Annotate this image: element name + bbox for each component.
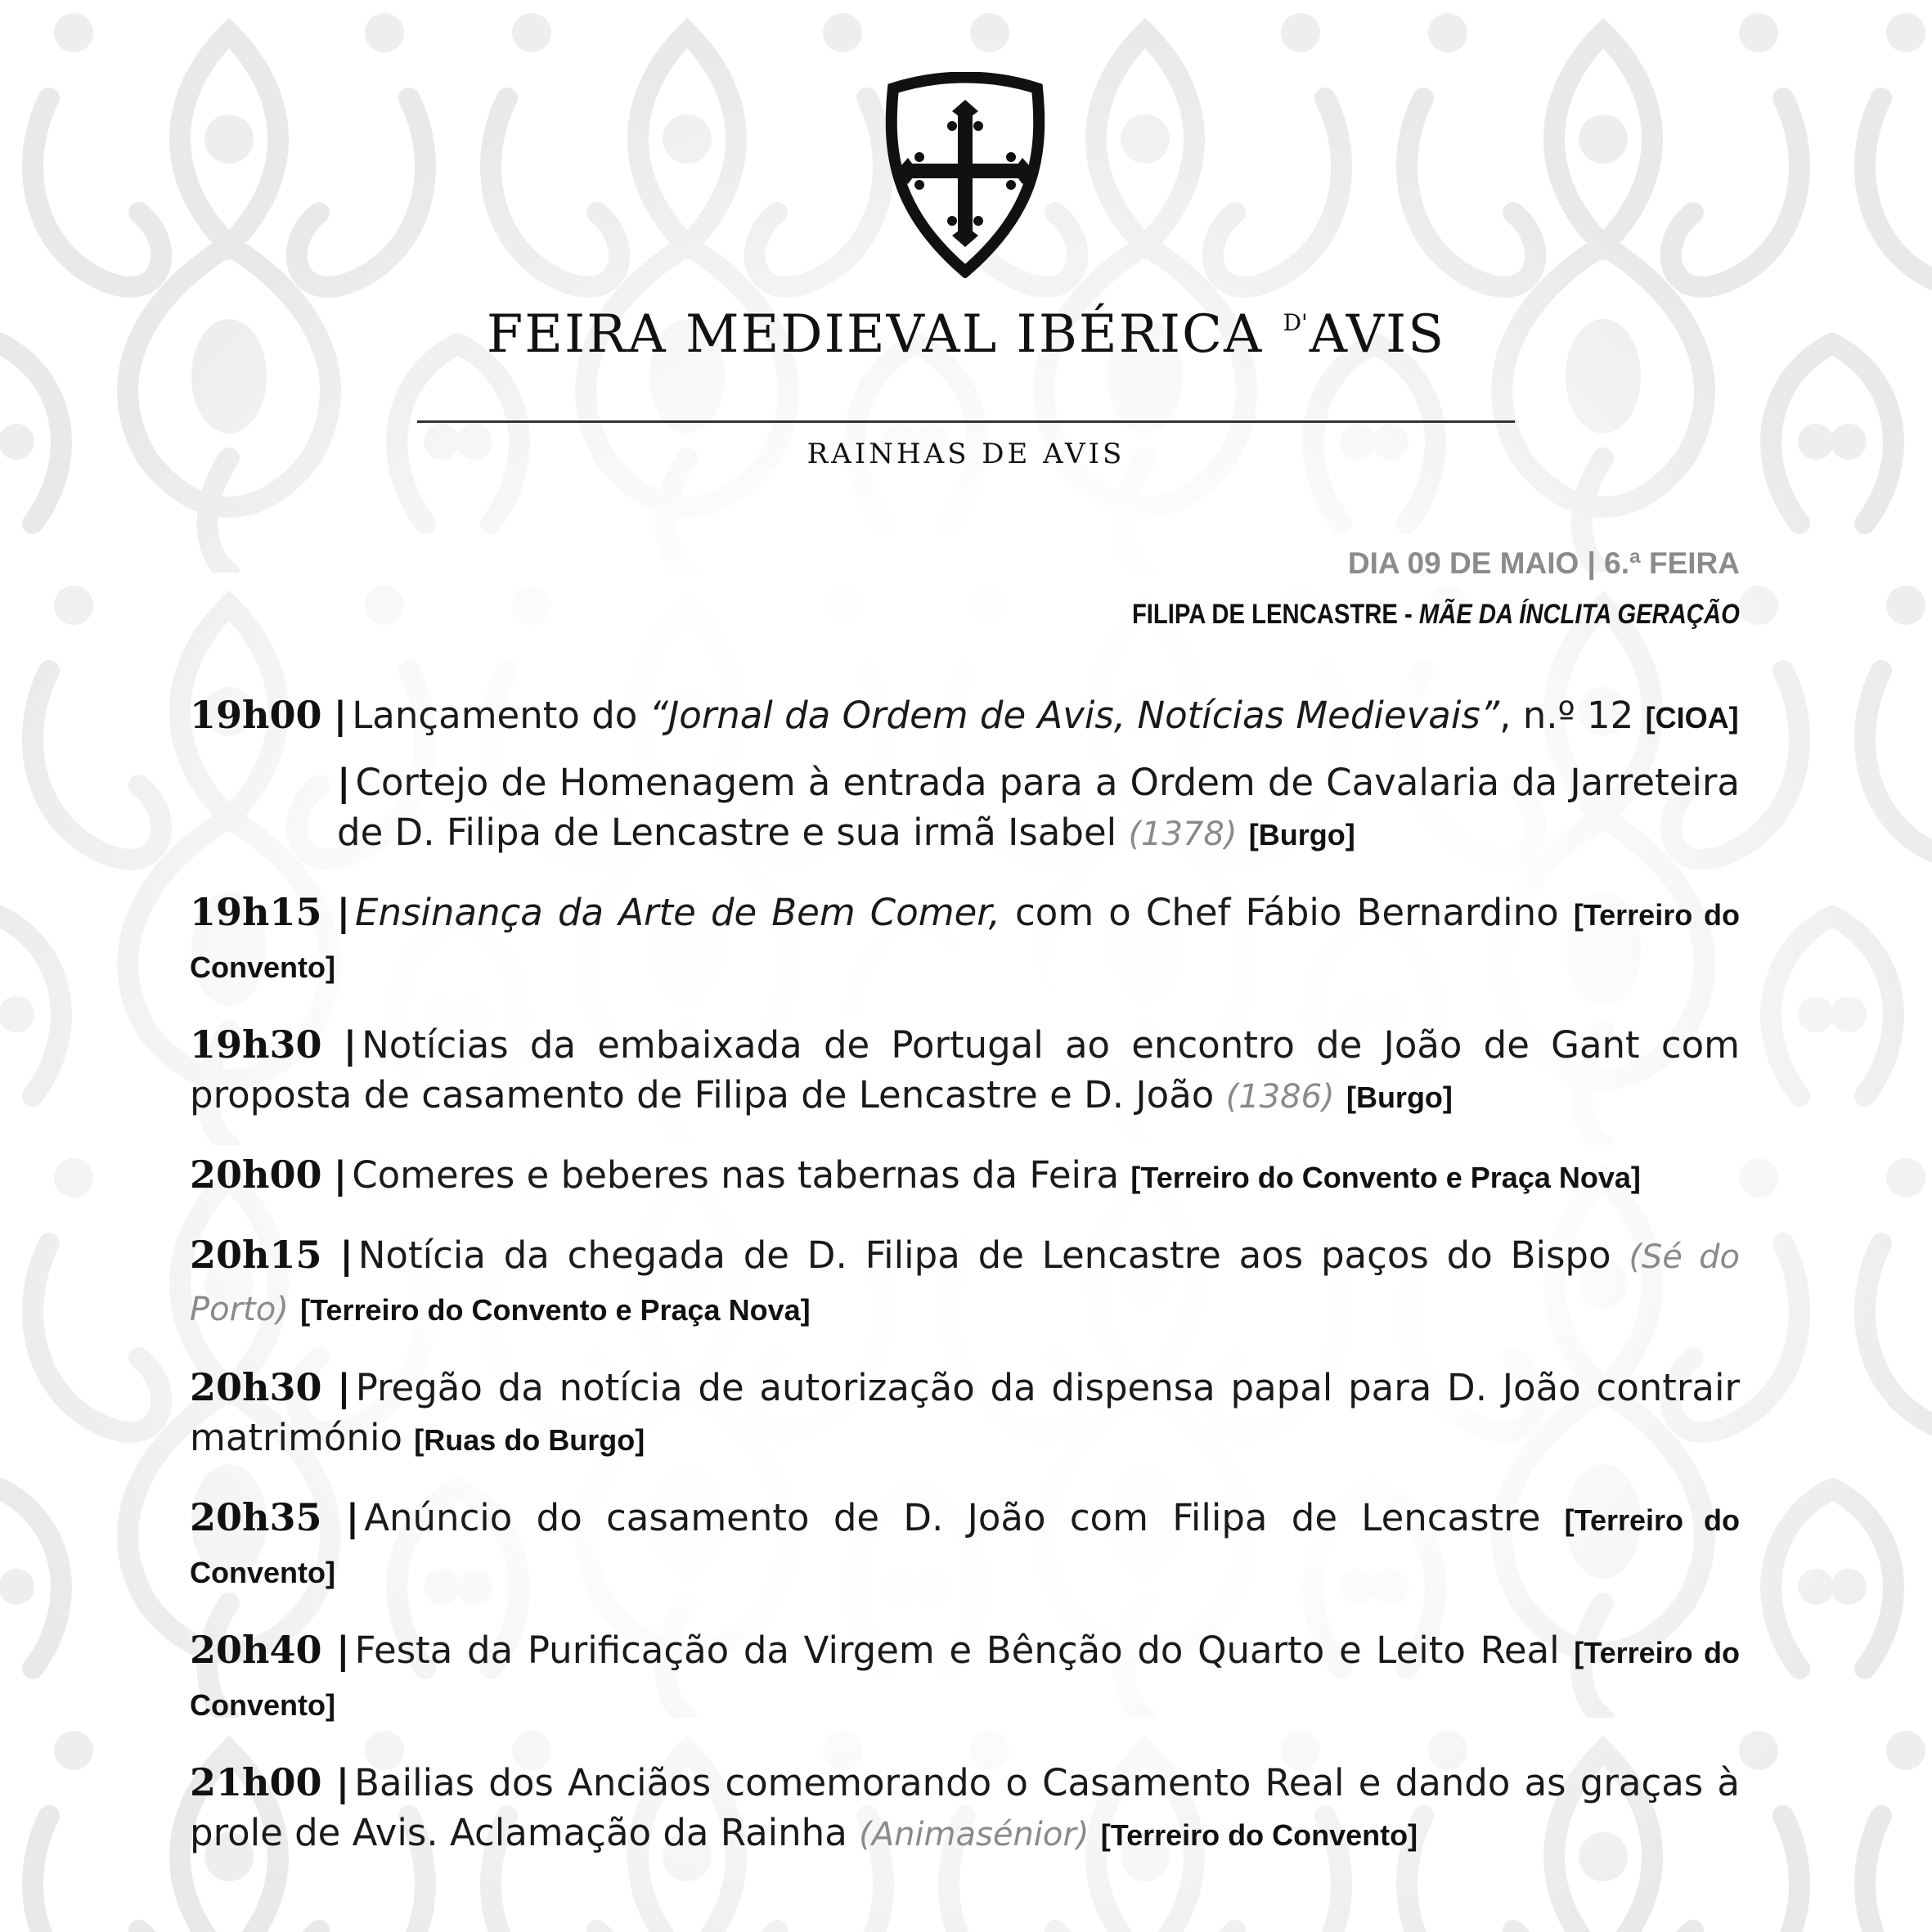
- separator: |: [337, 1366, 351, 1409]
- event-location: [Terreiro do Convento]: [190, 898, 1740, 984]
- event-location: [Terreiro do Convento e Praça Nova]: [300, 1293, 811, 1327]
- event-location: [Terreiro do Convento]: [1100, 1818, 1418, 1852]
- event-time: 20h15: [190, 1233, 322, 1277]
- event-text: Notícia da chegada de D. Filipa de Lencastre aos paços do Bispo: [357, 1233, 1629, 1277]
- event-time: 21h00: [190, 1760, 322, 1804]
- event-text: , n.º 12: [1499, 694, 1646, 737]
- day-date: DIA 09 DE MAIO | 6.ª FEIRA: [1347, 546, 1740, 580]
- event-location: [Terreiro do Convento e Praça Nova]: [1130, 1161, 1641, 1194]
- title-avis: AVIS: [1309, 304, 1446, 365]
- event-note: (Sé do Porto): [190, 1238, 1741, 1328]
- event-note: (Animasénior): [859, 1816, 1090, 1853]
- schedule-item: [190, 1230, 1740, 1335]
- separator: |: [343, 1023, 357, 1067]
- event-time: 19h00: [190, 693, 322, 737]
- separator: |: [336, 1629, 350, 1672]
- title-main: FEIRA MEDIEVAL IBÉRICA: [486, 304, 1264, 365]
- event-time: 20h30: [190, 1365, 322, 1409]
- schedule-item: [190, 1625, 1740, 1730]
- event-location: [Terreiro do Convento]: [190, 1503, 1741, 1589]
- event-location: [Burgo]: [1248, 818, 1355, 851]
- theme-epithet: MÃE DA ÍNCLITA GERAÇÃO: [1418, 599, 1740, 630]
- event-time: 20h40: [190, 1628, 322, 1672]
- schedule-item: [190, 1363, 1740, 1465]
- event-time: 20h35: [190, 1495, 322, 1539]
- day-theme: [1132, 599, 1740, 631]
- schedule-item: [190, 1758, 1740, 1860]
- event-title: “Jornal da Ordem de Avis, Notícias Medievais”: [649, 694, 1500, 737]
- event-time: 19h30: [190, 1022, 322, 1067]
- schedule-item: [190, 1020, 1740, 1122]
- event-location: [Terreiro do Convento]: [190, 1636, 1740, 1722]
- event-text: Comeres e beberes nas tabernas da Feira: [352, 1153, 1131, 1197]
- shield-cross-icon: [882, 72, 1049, 278]
- event-note: (1386): [1225, 1078, 1335, 1116]
- event-title: Ensinança da Arte de Bem Comer,: [355, 891, 1000, 934]
- separator: |: [333, 694, 348, 737]
- fair-title: [0, 304, 1932, 365]
- schedule-item: [190, 757, 1740, 860]
- event-text: Cortejo de Homenagem à entrada para a Ordem de Cavalaria da Jarreteira de D. Filipa de Lencastre e sua irmã Isabel: [337, 761, 1740, 854]
- subtitle: RAINHAS DE AVIS: [806, 438, 1126, 470]
- schedule-item: [190, 690, 1740, 743]
- title-de: D': [1283, 309, 1308, 336]
- separator: |: [336, 891, 351, 934]
- theme-name: FILIPA DE LENCASTRE -: [1132, 599, 1413, 630]
- event-location: [Burgo]: [1346, 1081, 1453, 1114]
- schedule-item: [190, 1493, 1740, 1597]
- separator: |: [339, 1233, 353, 1277]
- event-note: (1378): [1128, 815, 1238, 853]
- schedule-list: [190, 690, 1740, 1888]
- schedule-item: [190, 1150, 1740, 1202]
- event-text: Festa da Purificação da Virgem e Bênção do Quarto e Leito Real: [354, 1629, 1575, 1672]
- title-divider: [417, 420, 1515, 423]
- event-time: 19h15: [190, 890, 322, 934]
- schedule-item: [190, 887, 1740, 992]
- event-text: Bailias dos Anciãos comemorando o Casamento Real e dando as graças à prole de Avis. Aclamação da Rainha: [190, 1761, 1740, 1854]
- separator: |: [335, 1761, 350, 1804]
- event-location: [Ruas do Burgo]: [414, 1423, 645, 1457]
- event-time: 20h00: [190, 1152, 322, 1197]
- event-location: [CIOA]: [1645, 701, 1739, 735]
- separator: |: [345, 1496, 360, 1539]
- separator: |: [333, 1153, 348, 1197]
- event-text: Pregão da notícia de autorização da dispensa papal para D. João contrair matrimónio: [190, 1366, 1740, 1459]
- event-text: com o Chef Fábio Bernardino: [1000, 891, 1574, 934]
- event-text: Lançamento do: [352, 694, 649, 737]
- event-text: Anúncio do casamento de D. João com Filipa de Lencastre: [364, 1496, 1565, 1539]
- event-text: Notícias da embaixada de Portugal ao encontro de João de Gant com proposta de casamento de Filipa de Lencastre e D. João: [190, 1023, 1740, 1117]
- separator: |: [337, 761, 351, 804]
